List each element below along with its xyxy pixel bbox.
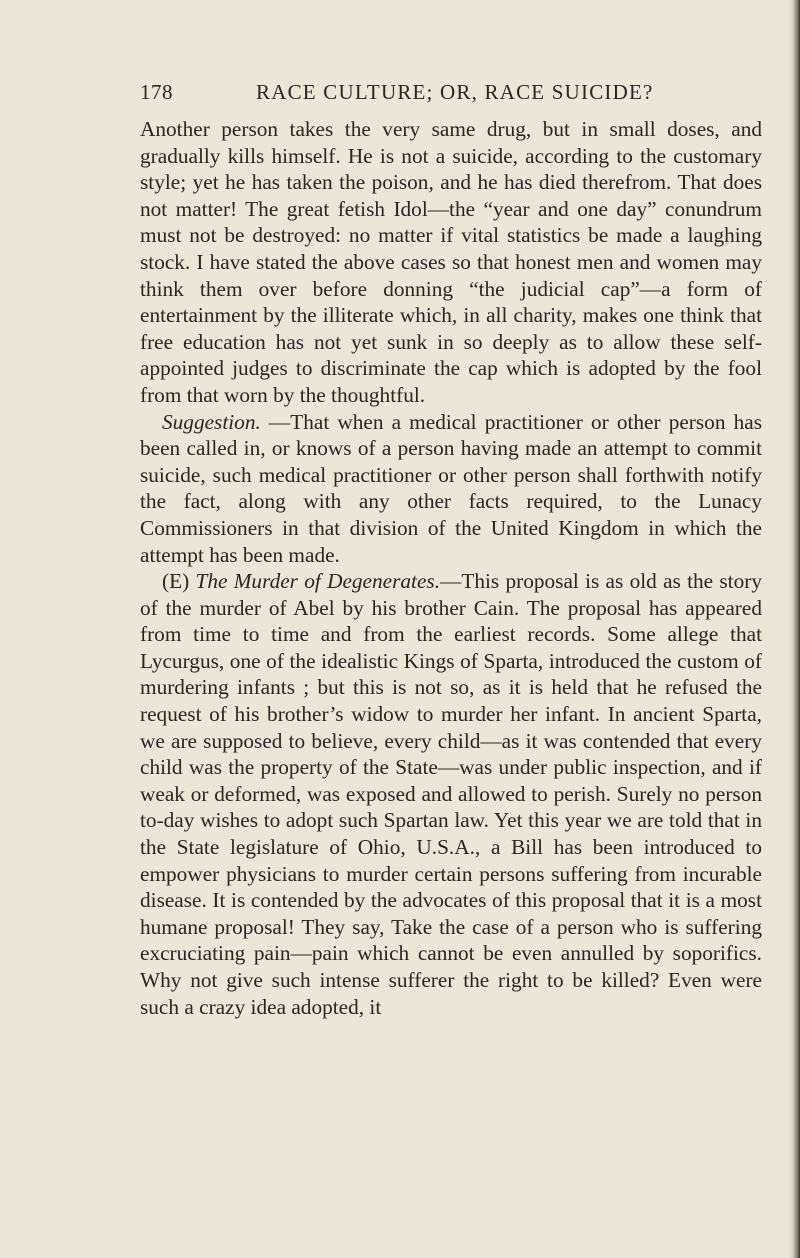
body-text [140,116,762,1020]
running-head [140,80,660,110]
paragraph-2 [140,409,762,569]
running-title: RACE CULTURE; OR, RACE SUICIDE? [256,80,654,104]
paragraph-2-text: —That when a medical practitioner or other person has been called in, or knows of a person having made an attempt to commit suicide, such medical practitioner or other person shall forthwith notify the fact, along with any other facts required, to the Lunacy Commissioners in that division of the United Kingdom in which the attempt has been made. [140,409,762,567]
section-heading: The Murder of Degenerates. [195,569,441,594]
page-edge-shadow [788,0,800,1258]
section-marker: (E) [162,569,196,594]
paragraph-1: Another person takes the very same drug, but in small doses, and gradually kills himself. He is not a suicide, according to the customary style; yet he has taken the poison, and he has died therefrom. That does not matter! The great fetish Idol—the “year and one day” conundrum must not be destroyed: no matter if vital statistics be made a laughing stock. I have stated the above cases so that honest men and women may think them over before donning “the judicial cap”—a form of entertainment by the illiterate which, in all charity, makes one think that free education has not yet sunk in so deeply as to allow these self-appointed judges to discriminate the cap which is adopted by the fool from that worn by the thoughtful. [140,117,762,407]
suggestion-heading: Suggestion. [162,409,261,434]
paragraph-3 [140,568,762,1020]
page-number: 178 [140,80,173,104]
paragraph-3-text: —This proposal is as old as the story of the murder of Abel by his brother Cain. The proposal has appeared from time to time and from the earliest records. Some allege that Lycurgus, one of the idealistic Kings of Sparta, introduced the custom of murdering infants ; but this is not so, as it is held that he refused the request of his brother’s widow to murder her infant. In ancient Sparta, we are supposed to believe, every child—as it was contended that every child was the property of the State—was under public inspection, and if weak or deformed, was exposed and allowed to perish. Surely no person to-day wishes to adopt such Spartan law. Yet this year we are told that in the State legislature of Ohio, U.S.A., a Bill has been introduced to empower physicians to murder certain persons suffering from incurable disease. It is contended by the advocates of this proposal that it is a most humane proposal! They say, Take the case of a person who is suffering excruciating pain—pain which cannot be even annulled by soporifics. Why not give such intense sufferer the right to be killed? Even were such a crazy idea adopted, it [140,569,762,1019]
